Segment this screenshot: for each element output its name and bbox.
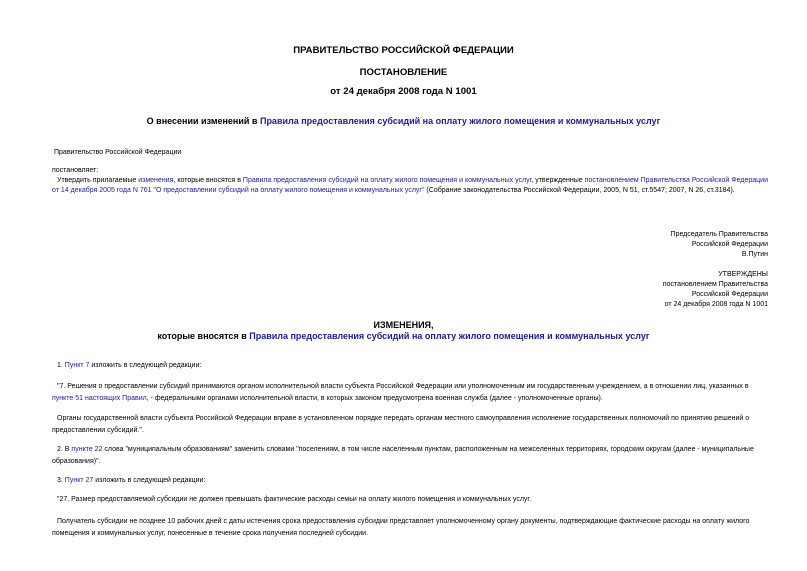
point-27-link[interactable]: Пункт 27 [64, 477, 94, 484]
rules-link-changes[interactable]: Правила предоставления субсидий на оплату жилого помещения и коммунальных услуг [249, 331, 650, 341]
point-51-link[interactable]: пункте 51 настоящих Правил [52, 394, 147, 402]
item-2-text: слова "муниципальным образованиям" заменить словами "поселениям, в том числе населенным пунктам, расположенным на межселенных территориях, городским округам (далее - муниципальные образования)". [52, 446, 754, 465]
signature-position: Председатель Правительства [670, 231, 768, 238]
item-2-number: 2. В [57, 446, 72, 453]
item-1-quote-text: "7. Решения о предоставлении субсидий принимаются органом исполнительной власти субъекта Российской Федерации или уполномоченным им государственным учреждением, а в отношении лиц, указанных в [57, 383, 749, 390]
issuer-text: Правительство Российской Федерации [54, 149, 182, 156]
rules-link[interactable]: Правила предоставления субсидий на оплату жилого помещения и коммунальных услуг [259, 116, 661, 126]
item-3-number: 3. [57, 477, 65, 484]
item-1-quote-text: , - федеральными органами исполнительной власти, в которых законом предусмотрена военная служба (далее - уполномоченные органы). [146, 394, 603, 402]
approved-by: постановлением Правительства [662, 281, 768, 288]
item-3 [57, 476, 205, 486]
changes-subtitle-prefix: которые вносятся в [157, 331, 250, 341]
approval-text-part: , утвержденные [531, 177, 585, 184]
item-3-text: изложить в следующей редакции: [93, 477, 206, 484]
point-7-link[interactable]: Пункт 7 [64, 362, 90, 369]
document-title-prefix: О внесении изменений в [146, 116, 260, 126]
item-1-text: изложить в следующей редакции: [89, 362, 202, 369]
changes-title: ИЗМЕНЕНИЯ, [373, 320, 434, 330]
approval-text-part: (Собрание законодательства Российской Федерации, 2005, N 51, ст.5547; 2007, N 26, ст.3184). [424, 187, 735, 194]
item-2 [52, 444, 768, 467]
signature-name: В.Путин [741, 251, 768, 258]
item-1-number: 1. [57, 362, 65, 369]
approval-paragraph [52, 176, 768, 196]
document-title [0, 116, 807, 126]
document-date: от 24 декабря 2008 года N 1001 [330, 86, 477, 97]
government-heading: ПРАВИТЕЛЬСТВО РОССИЙСКОЙ ФЕДЕРАЦИИ [293, 45, 514, 56]
decides-text: постановляет: [52, 167, 99, 174]
approval-text-part: Утвердить прилагаемые [57, 177, 139, 184]
approved-heading: УТВЕРЖДЕНЫ [718, 271, 768, 278]
point-22-link[interactable]: пункте 22 [71, 446, 103, 453]
rules-link-inline[interactable]: Правила предоставления субсидий на оплату жилого помещения и коммунальных услуг [242, 177, 532, 184]
item-1 [57, 361, 201, 371]
changes-subtitle [0, 331, 807, 341]
item-1-quote-2: Органы государственной власти субъекта Российской Федерации вправе в установленном порядке передать органам местного самоуправления исполнение государственных полномочий по принятию решений о предоставлении субсидий.". [52, 415, 750, 434]
item-3-quote: "27. Размер предоставляемой субсидии не должен превышать фактические расходы семьи на оплату жилого помещения и коммунальных услуг. [57, 496, 532, 503]
item-3-quote-2: Получатель субсидии не позднее 10 рабочих дней с даты истечения срока предоставления субсидии представляет уполномоченному органу документы, подтверждающие фактические расходы на оплату жилого помещения и коммунальных услуг, понесенные в течение срока получения последней субсидии. [52, 518, 750, 537]
signature-country: Российской Федерации [691, 241, 768, 248]
approved-country: Российской Федерации [691, 291, 768, 298]
item-1-quote [52, 381, 768, 404]
approved-date: от 24 декабря 2008 года N 1001 [664, 301, 768, 308]
approval-text-part: , которые вносятся в [173, 177, 243, 184]
document-type-heading: ПОСТАНОВЛЕНИЕ [359, 67, 448, 78]
changes-link[interactable]: изменения [138, 177, 174, 184]
resolution-761-link[interactable]: постановлением Правительства Российской Федерации от 14 декабря 2005 года N 761 "О предоставлении субсидий на оплату жилого помещения и коммунальных услуг" [52, 177, 768, 194]
